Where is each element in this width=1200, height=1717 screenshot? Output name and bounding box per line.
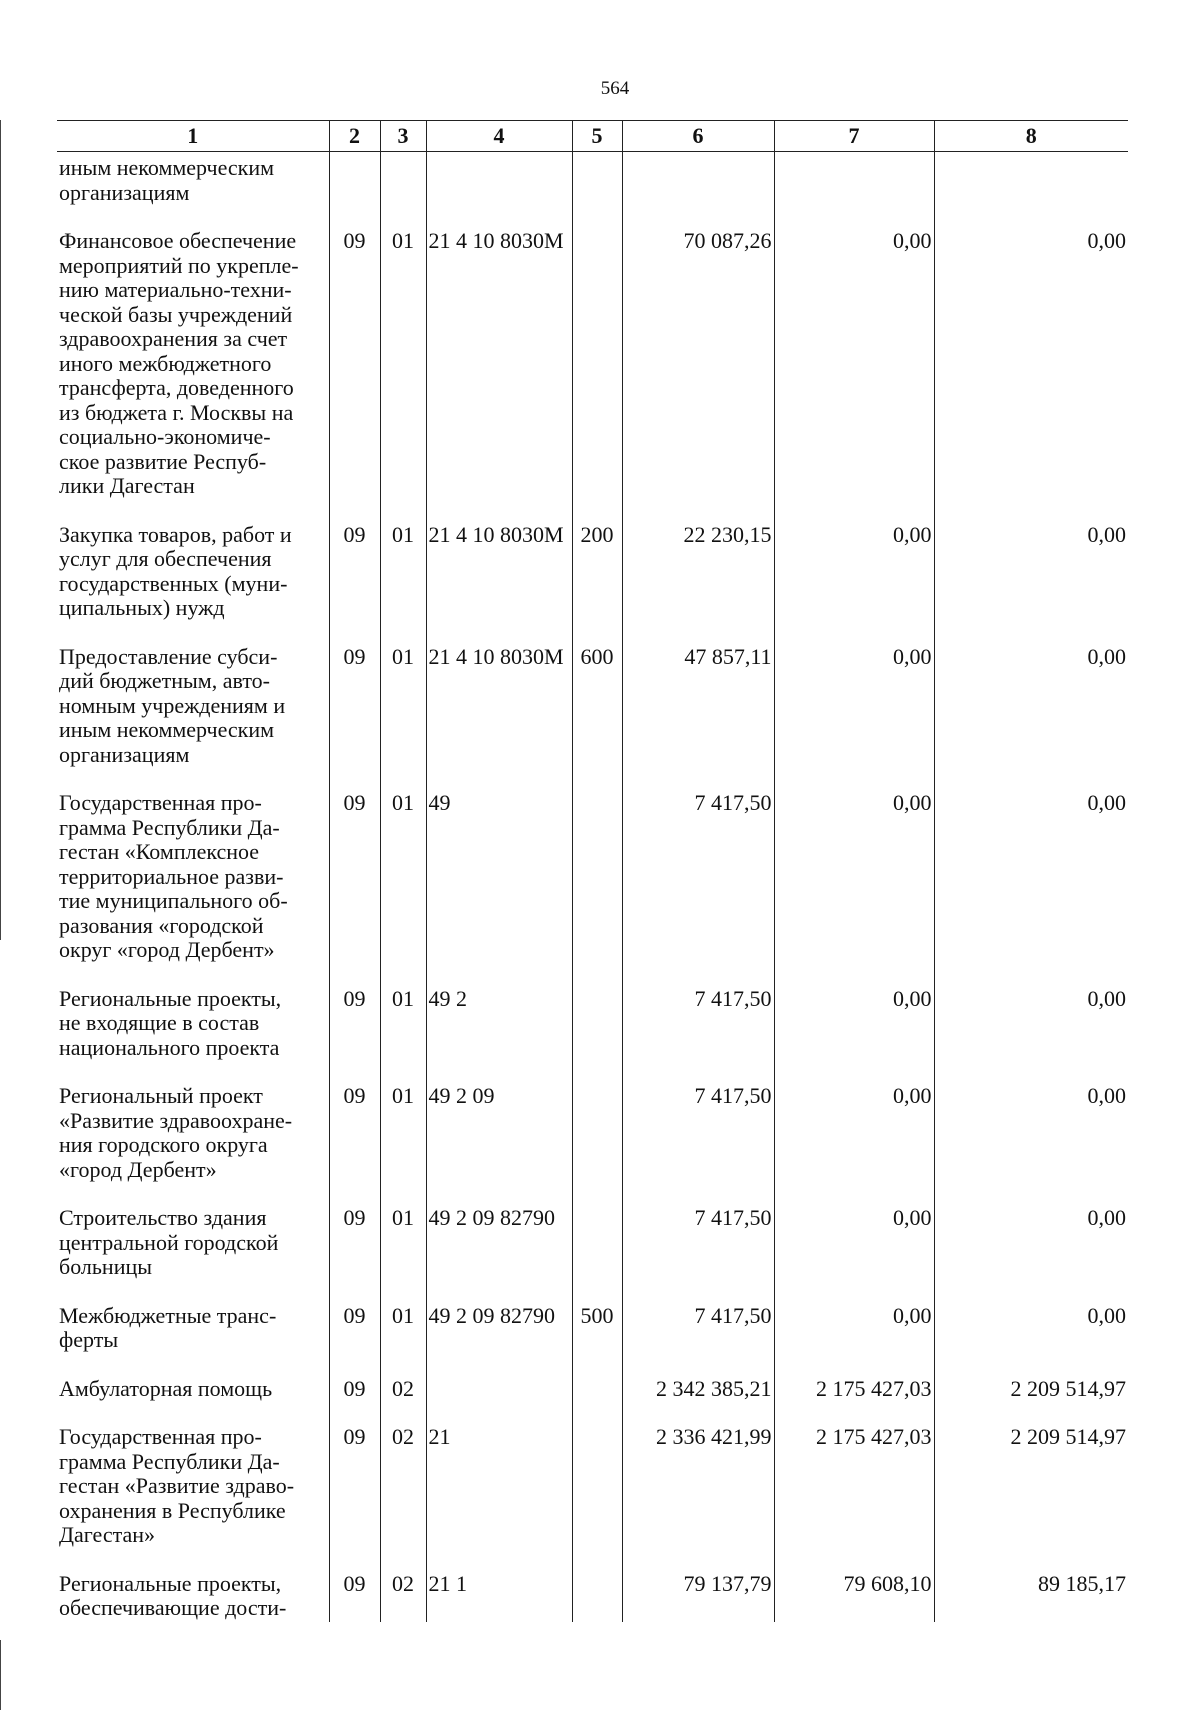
- row-subsection-code: [380, 152, 426, 228]
- row-expense-type: [572, 1082, 622, 1204]
- table-row: [57, 1570, 1128, 1622]
- row-amount-year-3: [934, 152, 1128, 228]
- row-target-article: 21 4 10 8030М: [426, 227, 572, 521]
- header-col-2: 2: [329, 121, 380, 152]
- row-section-code: 09: [329, 1423, 380, 1570]
- row-amount-year-2: 2 175 427,03: [774, 1375, 934, 1424]
- row-target-article: 49 2 09: [426, 1082, 572, 1204]
- row-subsection-code: 01: [380, 643, 426, 790]
- header-col-1: 1: [57, 121, 329, 152]
- row-amount-year-2: 0,00: [774, 985, 934, 1083]
- header-col-3: 3: [380, 121, 426, 152]
- row-amount-year-3: 0,00: [934, 789, 1128, 985]
- row-amount-year-3: 0,00: [934, 521, 1128, 643]
- table-body: [57, 152, 1128, 1622]
- row-amount-year-2: 79 608,10: [774, 1570, 934, 1622]
- row-section-code: 09: [329, 1082, 380, 1204]
- page-number: 564: [600, 78, 630, 99]
- row-description: Региональный проект «Развитие здравоохране- ния городского округа «город Дербент»: [59, 1083, 293, 1182]
- header-col-8: 8: [934, 121, 1128, 152]
- row-amount-year-2: 0,00: [774, 521, 934, 643]
- row-expense-type: [572, 985, 622, 1083]
- row-target-article: 49 2 09 82790: [426, 1302, 572, 1375]
- row-expense-type: [572, 1423, 622, 1570]
- table-row: [57, 985, 1128, 1083]
- row-target-article: 21: [426, 1423, 572, 1570]
- row-section-code: 09: [329, 643, 380, 790]
- row-description: Амбулаторная помощь: [59, 1375, 273, 1401]
- row-section-code: 09: [329, 985, 380, 1083]
- header-col-6: 6: [622, 121, 774, 152]
- row-subsection-code: 02: [380, 1570, 426, 1622]
- table-row: [57, 1423, 1128, 1570]
- row-description: Финансовое обеспечение мероприятий по укрепле- нию материально-техни- ческой базы учреждений здравоохранения за счет иного межбюджетного трансферта, доведенного из бюджета г. Москвы на социально-экономиче- ское развитие Респуб- лики Дагестан: [59, 228, 299, 498]
- row-amount-year-1: 79 137,79: [622, 1570, 774, 1622]
- row-target-article: 21 4 10 8030М: [426, 521, 572, 643]
- row-description: Межбюджетные транс- ферты: [59, 1302, 277, 1352]
- row-description: Строительство здания центральной городской больницы: [59, 1205, 279, 1279]
- table-row: [57, 521, 1128, 643]
- row-amount-year-3: 89 185,17: [934, 1570, 1128, 1622]
- row-amount-year-3: 2 209 514,97: [934, 1423, 1128, 1570]
- row-section-code: 09: [329, 1204, 380, 1302]
- row-section-code: 09: [329, 1302, 380, 1375]
- row-expense-type: [572, 227, 622, 521]
- row-amount-year-3: 0,00: [934, 643, 1128, 790]
- left-margin-line-lower: [0, 1640, 1, 1710]
- row-expense-type: 600: [572, 643, 622, 790]
- row-subsection-code: 01: [380, 985, 426, 1083]
- row-expense-type: 500: [572, 1302, 622, 1375]
- row-amount-year-3: 2 209 514,97: [934, 1375, 1128, 1424]
- row-amount-year-1: 7 417,50: [622, 1204, 774, 1302]
- row-expense-type: [572, 152, 622, 228]
- row-amount-year-1: [622, 152, 774, 228]
- row-description: Государственная про- грамма Республики Да- гестан «Развитие здраво- охранения в Республике Дагестан»: [59, 1424, 295, 1547]
- row-amount-year-2: 0,00: [774, 789, 934, 985]
- row-amount-year-3: 0,00: [934, 1204, 1128, 1302]
- row-section-code: 09: [329, 521, 380, 643]
- budget-table: [57, 120, 1128, 1622]
- table-row: [57, 1302, 1128, 1375]
- row-amount-year-3: 0,00: [934, 227, 1128, 521]
- row-target-article: 21 4 10 8030М: [426, 643, 572, 790]
- table-row: [57, 227, 1128, 521]
- row-section-code: 09: [329, 789, 380, 985]
- row-amount-year-1: 7 417,50: [622, 789, 774, 985]
- row-expense-type: [572, 1204, 622, 1302]
- row-description: Предоставление субси- дий бюджетным, авто- номным учреждениям и иным некоммерческим организациям: [59, 643, 286, 767]
- row-subsection-code: 01: [380, 521, 426, 643]
- row-subsection-code: 01: [380, 227, 426, 521]
- row-amount-year-1: 47 857,11: [622, 643, 774, 790]
- table-row: [57, 789, 1128, 985]
- row-subsection-code: 01: [380, 789, 426, 985]
- row-amount-year-1: 7 417,50: [622, 1082, 774, 1204]
- row-amount-year-2: 0,00: [774, 1204, 934, 1302]
- row-subsection-code: 01: [380, 1204, 426, 1302]
- row-subsection-code: 01: [380, 1302, 426, 1375]
- row-amount-year-1: 70 087,26: [622, 227, 774, 521]
- row-target-article: [426, 1375, 572, 1424]
- row-amount-year-2: 0,00: [774, 643, 934, 790]
- row-amount-year-2: [774, 152, 934, 228]
- row-amount-year-3: 0,00: [934, 985, 1128, 1083]
- row-amount-year-1: 2 336 421,99: [622, 1423, 774, 1570]
- row-section-code: 09: [329, 227, 380, 521]
- header-col-5: 5: [572, 121, 622, 152]
- row-amount-year-1: 7 417,50: [622, 1302, 774, 1375]
- row-expense-type: [572, 789, 622, 985]
- row-target-article: 21 1: [426, 1570, 572, 1622]
- row-target-article: 49 2 09 82790: [426, 1204, 572, 1302]
- row-subsection-code: 02: [380, 1375, 426, 1424]
- row-amount-year-1: 22 230,15: [622, 521, 774, 643]
- row-section-code: 09: [329, 1375, 380, 1424]
- table-row: [57, 1082, 1128, 1204]
- row-amount-year-2: 0,00: [774, 1302, 934, 1375]
- row-expense-type: [572, 1375, 622, 1424]
- row-description: Государственная про- грамма Республики Да- гестан «Комплексное территориальное разви- тие муниципального об- разования «городской округ «город Дербент»: [59, 790, 288, 962]
- row-amount-year-2: 0,00: [774, 1082, 934, 1204]
- table-row: [57, 643, 1128, 790]
- header-col-4: 4: [426, 121, 572, 152]
- row-subsection-code: 01: [380, 1082, 426, 1204]
- row-amount-year-2: 2 175 427,03: [774, 1423, 934, 1570]
- row-target-article: [426, 152, 572, 228]
- row-description: Региональные проекты, не входящие в состав национального проекта: [59, 985, 282, 1060]
- row-description: Закупка товаров, работ и услуг для обеспечения государственных (муни- ципальных) нужд: [59, 521, 292, 620]
- table-row: [57, 152, 1128, 228]
- left-margin-line: [0, 120, 1, 940]
- row-amount-year-3: 0,00: [934, 1302, 1128, 1375]
- row-description: иным некоммерческим организациям: [59, 155, 275, 205]
- table-row: [57, 1204, 1128, 1302]
- row-amount-year-1: 2 342 385,21: [622, 1375, 774, 1424]
- header-row: [57, 121, 1128, 152]
- row-expense-type: [572, 1570, 622, 1622]
- row-section-code: 09: [329, 1570, 380, 1622]
- row-description: Региональные проекты, обеспечивающие дости-: [59, 1570, 287, 1620]
- header-col-7: 7: [774, 121, 934, 152]
- row-target-article: 49: [426, 789, 572, 985]
- row-amount-year-3: 0,00: [934, 1082, 1128, 1204]
- row-target-article: 49 2: [426, 985, 572, 1083]
- row-expense-type: 200: [572, 521, 622, 643]
- table-row: [57, 1375, 1128, 1424]
- row-amount-year-2: 0,00: [774, 227, 934, 521]
- row-section-code: [329, 152, 380, 228]
- row-amount-year-1: 7 417,50: [622, 985, 774, 1083]
- row-subsection-code: 02: [380, 1423, 426, 1570]
